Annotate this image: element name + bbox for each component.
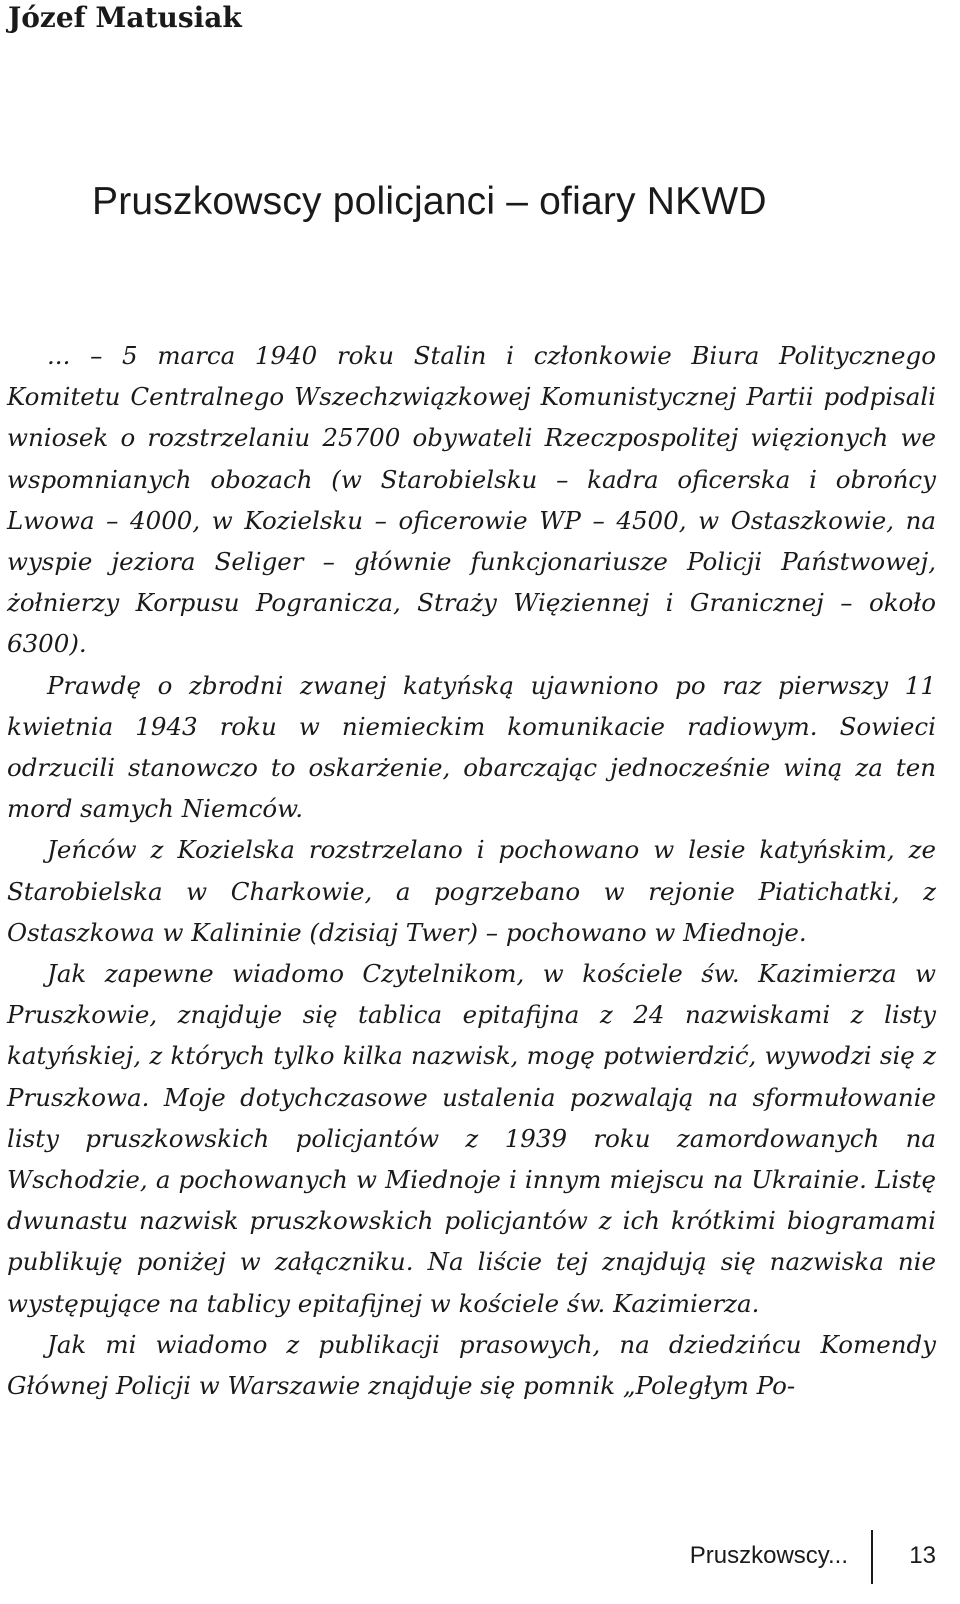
page-number: 13 bbox=[909, 1542, 936, 1569]
paragraph: Jeńców z Kozielska rozstrzelano i pochowano w lesie katyńskim, ze Starobielska w Charkowie, a pogrzebano w rejonie Piatichatki, z Ostaszkowa w Kalininie (dzisiaj Twer) – pochowano w Miednoje. bbox=[7, 835, 936, 947]
paragraph: Jak zapewne wiadomo Czytelnikom, w kościele św. Kazimierza w Pruszkowie, znajduje się tablica epitafijna z 24 nazwiskami z listy katyńskiej, z których tylko kilka nazwisk, mogę potwierdzić, wywodzi się z Pruszkowa. Moje dotychczasowe ustalenia pozwalają na sformułowanie listy pruszkowskich policjantów z 1939 roku zamordowanych na Wschodzie, a pochowanych w Miednoje i innym miejscu na Ukrainie. Listę dwunastu nazwisk pruszkowskich policjantów z ich krótkimi biogramami publikuję poniżej w załączniku. Na liście tej znajdują się nazwiska nie występujące na tablicy epitafijnej w kościele św. Kazimierza. bbox=[7, 959, 936, 1318]
article-body bbox=[7, 335, 936, 1406]
running-head: Pruszkowscy... bbox=[689, 1542, 848, 1569]
page-footer bbox=[0, 1530, 960, 1590]
article-title: Pruszkowscy policjanci – ofiary NKWD bbox=[92, 180, 767, 223]
paragraph: Jak mi wiadomo z publikacji prasowych, na dziedzińcu Komendy Głównej Policji w Warszawie znajduje się pomnik „Poległym Po- bbox=[7, 1329, 936, 1401]
paragraph: ... – 5 marca 1940 roku Stalin i członkowie Biura Politycznego Komitetu Centralnego Wszechzwiązkowej Komunistycznej Partii podpisali wniosek o rozstrzelaniu 25700 obywateli Rzeczpospolitej więzionych we wspomnianych obozach (w Starobielsku – kadra oficerska i obrońcy Lwowa – 4000, w Kozielsku – oficerowie WP – 4500, w Ostaszkowie, na wyspie jeziora Seliger – głównie funkcjonariusze Policji Państwowej, żołnierzy Korpusu Pogranicza, Straży Więziennej i Granicznej – około 6300). bbox=[7, 341, 936, 659]
paragraph: Prawdę o zbrodni zwanej katyńską ujawniono po raz pierwszy 11 kwietnia 1943 roku w niemieckim komunikacie radiowym. Sowieci odrzucili stanowczo to oskarżenie, obarczając jednocześnie winą za ten mord samych Niemców. bbox=[7, 670, 936, 824]
footer-divider bbox=[871, 1530, 873, 1584]
author-name: Józef Matusiak bbox=[8, 1, 242, 34]
